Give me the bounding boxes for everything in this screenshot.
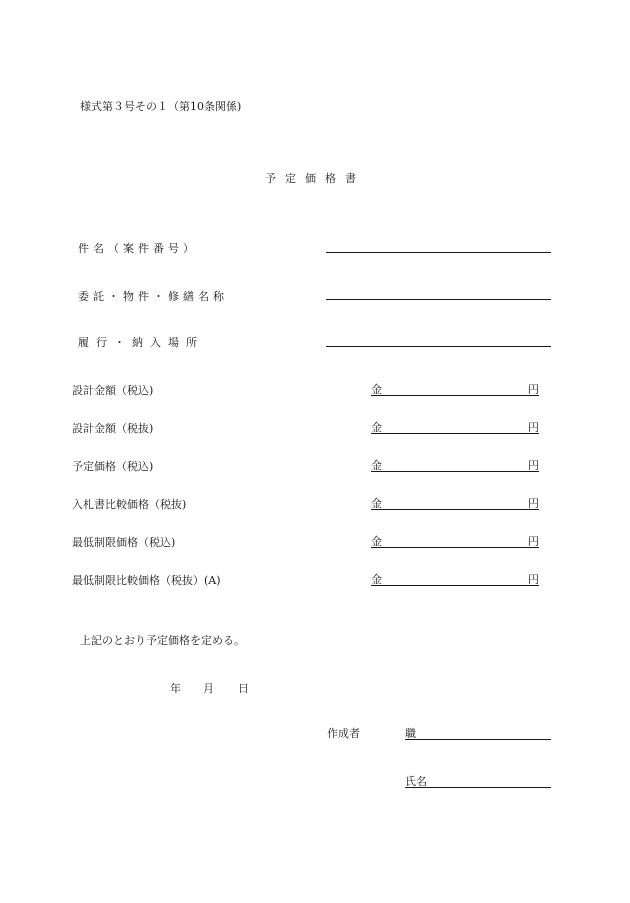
date-day-label: 日 (238, 682, 249, 695)
amount-prefix: 金 (371, 421, 382, 434)
field-label-contract-name: 委託・物件・修繕名称 (78, 290, 228, 303)
field-line-contract-name[interactable] (326, 299, 551, 300)
position-label: 職 (405, 727, 416, 740)
field-label-case-name: 件名（案件番号） (78, 242, 198, 255)
document-title: 予定価格書 (265, 172, 365, 185)
field-label-delivery-place: 履行・納入場所 (78, 336, 204, 349)
amount-suffix: 円 (528, 421, 539, 434)
amount-label-minimum-price: 最低制限価格（税込) (72, 536, 176, 549)
field-line-delivery-place[interactable] (326, 346, 551, 347)
name-field[interactable] (405, 773, 551, 788)
amount-label-design-incl-tax: 設計金額（税込) (72, 384, 154, 397)
position-field[interactable] (405, 725, 551, 740)
amount-field-design-incl-tax[interactable] (371, 381, 539, 396)
amount-label-planned-price: 予定価格（税込) (72, 460, 154, 473)
field-line-case-name[interactable] (326, 252, 551, 253)
statement-text: 上記のとおり予定価格を定める。 (80, 634, 245, 647)
date-month-label: 月 (203, 682, 214, 695)
creator-label: 作成者 (327, 727, 360, 740)
amount-field-planned-price[interactable] (371, 457, 539, 472)
amount-prefix: 金 (371, 573, 382, 586)
name-label: 氏名 (405, 775, 427, 788)
amount-prefix: 金 (371, 497, 382, 510)
amount-label-bid-comparison-price: 入札書比較価格（税抜) (72, 498, 187, 511)
amount-suffix: 円 (528, 497, 539, 510)
amount-field-minimum-price[interactable] (371, 533, 539, 548)
amount-suffix: 円 (528, 535, 539, 548)
amount-label-design-excl-tax: 設計金額（税抜) (72, 422, 154, 435)
form-number: 様式第３号その１（第10条関係) (80, 100, 242, 113)
date-year-label: 年 (170, 682, 181, 695)
amount-field-design-excl-tax[interactable] (371, 419, 539, 434)
amount-suffix: 円 (528, 383, 539, 396)
amount-prefix: 金 (371, 535, 382, 548)
amount-field-bid-comparison-price[interactable] (371, 495, 539, 510)
amount-prefix: 金 (371, 459, 382, 472)
amount-prefix: 金 (371, 383, 382, 396)
amount-field-minimum-comparison-price[interactable] (371, 571, 539, 586)
amount-suffix: 円 (528, 573, 539, 586)
amount-label-minimum-comparison-price: 最低制限比較価格（税抜）(A) (72, 574, 221, 587)
amount-suffix: 円 (528, 459, 539, 472)
